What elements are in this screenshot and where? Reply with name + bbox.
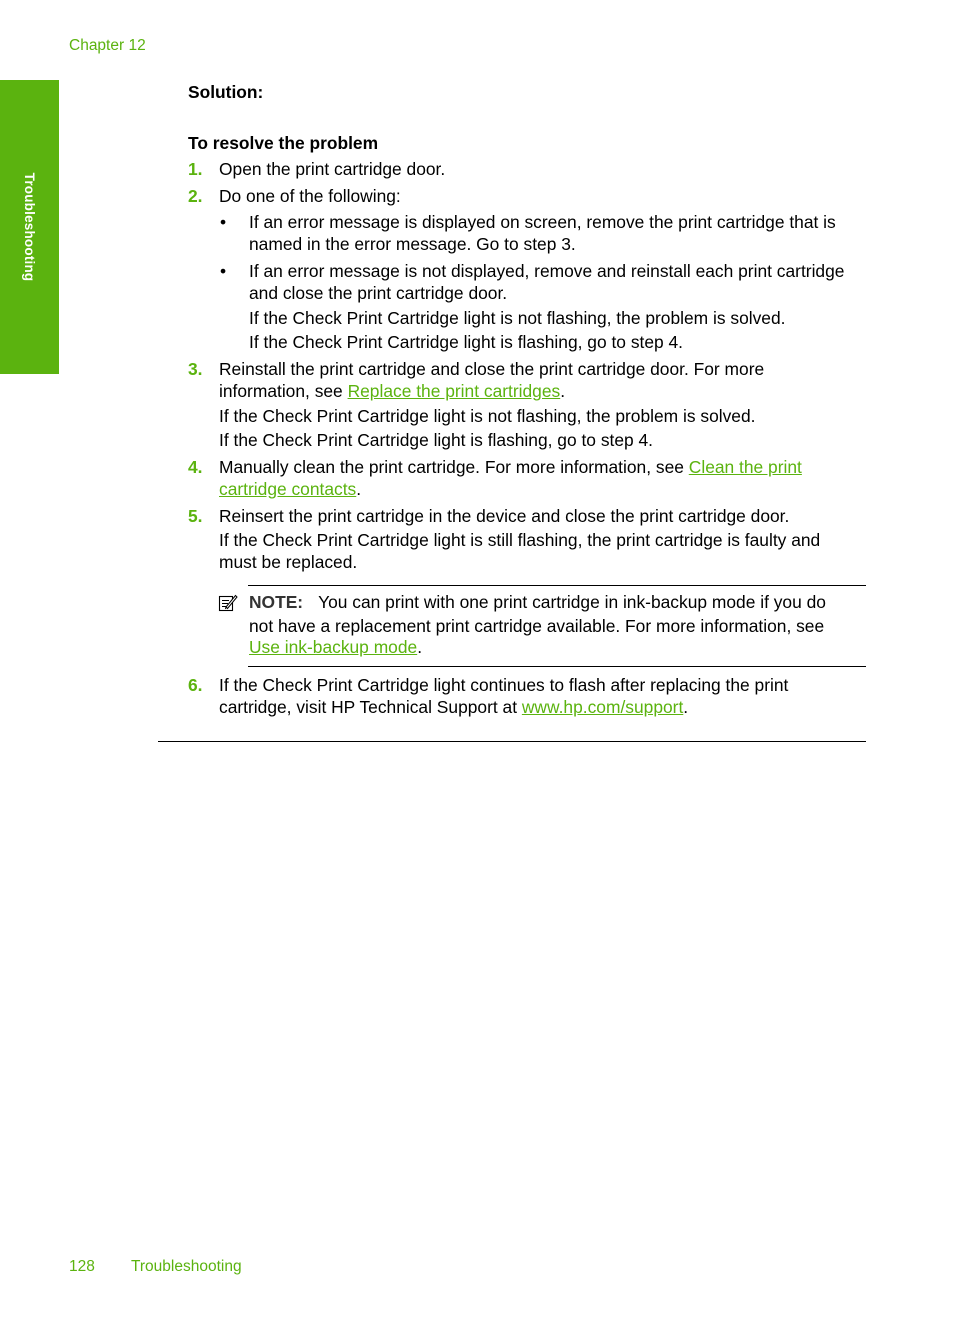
step-text-with-link — [219, 696, 688, 718]
replace-print-cartridges-link[interactable]: Replace the print cartridges — [347, 381, 561, 401]
note-text: . — [417, 637, 423, 657]
note-text: not have a replacement print cartridge available. For more information, see — [249, 616, 825, 636]
step-text-with-link — [219, 380, 565, 402]
procedure-title: To resolve the problem — [188, 133, 379, 153]
footer-section: Troubleshooting — [131, 1258, 242, 1275]
page-number: 128 — [69, 1258, 95, 1275]
step-text: Reinstall the print cartridge and close the print cartridge door. For more — [219, 359, 765, 379]
clean-print-cartridge-contacts-link-cont[interactable]: cartridge contacts — [219, 479, 357, 499]
step-number: 4. — [188, 457, 203, 477]
step-number: 3. — [188, 359, 203, 379]
step-text-with-link — [219, 456, 802, 478]
step-text: If the Check Print Cartridge light is flashing, go to step 4. — [219, 430, 654, 450]
step-text: information, see — [219, 381, 348, 401]
note-line — [249, 636, 422, 658]
bullet-text: If an error message is displayed on screen, remove the print cartridge that is — [249, 212, 836, 232]
step-text: . — [356, 479, 362, 499]
step-number: 1. — [188, 159, 203, 179]
bullet-mark: • — [220, 212, 227, 232]
note-text: You can print with one print cartridge in ink-backup mode if you do — [318, 592, 826, 612]
bullet-mark: • — [220, 261, 227, 281]
clean-print-cartridge-contacts-link[interactable]: Clean the print — [688, 457, 802, 477]
note-icon — [218, 593, 238, 613]
section-end-rule — [158, 741, 866, 742]
step-text: . — [560, 381, 566, 401]
step-text: must be replaced. — [219, 552, 358, 572]
step-number: 2. — [188, 186, 203, 206]
step-text: Do one of the following: — [219, 186, 401, 206]
bullet-text: If the Check Print Cartridge light is flashing, go to step 4. — [249, 332, 684, 352]
bullet-text: If an error message is not displayed, remove and reinstall each print cartridge — [249, 261, 845, 281]
bullet-text: named in the error message. Go to step 3. — [249, 234, 576, 254]
step-number: 5. — [188, 506, 203, 526]
step-text: If the Check Print Cartridge light is not flashing, the problem is solved. — [219, 406, 756, 426]
bullet-text: and close the print cartridge door. — [249, 283, 508, 303]
chapter-label: Chapter 12 — [69, 37, 146, 54]
step-text: Manually clean the print cartridge. For more information, see — [219, 457, 689, 477]
step-text: If the Check Print Cartridge light continues to flash after replacing the print — [219, 675, 789, 695]
side-tab — [0, 80, 59, 374]
step-text-with-link — [219, 478, 361, 500]
step-text: Open the print cartridge door. — [219, 159, 446, 179]
note-label: NOTE: — [249, 592, 304, 612]
note-line — [249, 591, 826, 613]
step-text: If the Check Print Cartridge light is still flashing, the print cartridge is faulty and — [219, 530, 821, 550]
hp-support-link[interactable]: www.hp.com/support — [521, 697, 684, 717]
step-text: . — [683, 697, 689, 717]
side-tab-label: Troubleshooting — [22, 172, 37, 282]
bullet-text: If the Check Print Cartridge light is not flashing, the problem is solved. — [249, 308, 786, 328]
step-text: cartridge, visit HP Technical Support at — [219, 697, 522, 717]
use-ink-backup-mode-link[interactable]: Use ink-backup mode — [249, 637, 418, 657]
note-bottom-rule — [248, 666, 866, 667]
step-number: 6. — [188, 675, 203, 695]
solution-label: Solution: — [188, 82, 264, 102]
note-top-rule — [248, 585, 866, 586]
step-text: Reinsert the print cartridge in the device and close the print cartridge door. — [219, 506, 790, 526]
